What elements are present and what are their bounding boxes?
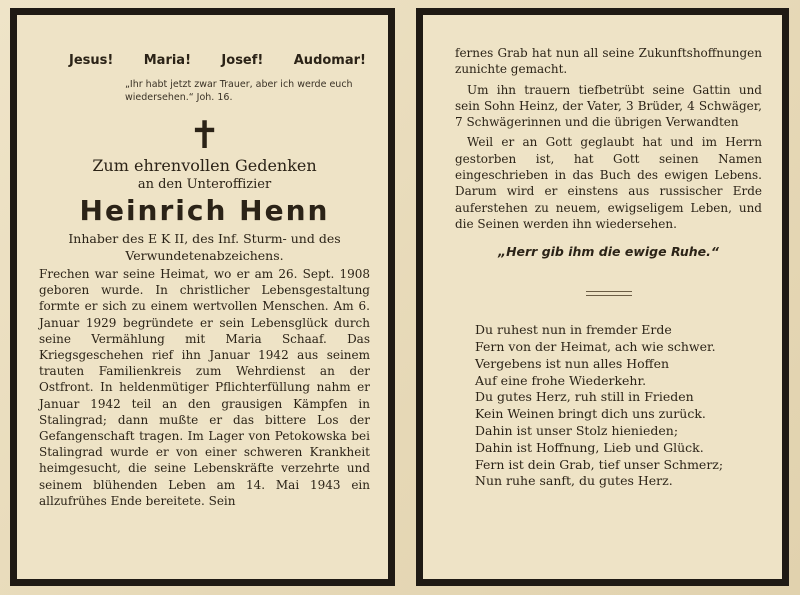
poem <box>455 322 762 490</box>
prayer-line: „Herr gib ihm die ewige Ruhe.“ <box>498 244 719 260</box>
decorations-text: Inhaber des E K II, des Inf. Sturm- und des Verwundetenabzeichens. <box>68 231 341 263</box>
invocation-maria: Maria! <box>143 53 192 68</box>
invocation-josef: Josef! <box>221 53 264 68</box>
rank-line: an den Unteroffizier <box>137 177 272 192</box>
divider <box>586 291 632 296</box>
faith-paragraph: Weil er an Gott geglaubt hat und im Herrn gestorben ist, hat Gott seinen Namen eingeschrieben in das Buch des ewigen Lebens. Darum wird er einstens aus russischer Erde auferstehen zu neuem, ewigseligem Leben, und die Seinen werden ihn wiedersehen. <box>455 135 762 231</box>
right-panel <box>416 8 789 586</box>
bible-quote: „Ihr habt jetzt zwar Trauer, aber ich werde euch wiedersehen.“ Joh. 16. <box>125 79 353 103</box>
poem-line: Du gutes Herz, ruh still in Frieden <box>475 389 694 405</box>
poem-line: Nun ruhe sanft, du gutes Herz. <box>475 473 673 489</box>
poem-line: Kein Weinen bringt dich uns zurück. <box>475 406 706 422</box>
deceased-name: Heinrich Henn <box>79 194 330 227</box>
biography-text: Frechen war seine Heimat, wo er am 26. Sept. 1908 geboren wurde. In christlicher Lebensgestaltung formte er sich zu einem wertvollen Menschen. Am 6. Januar 1929 begründete er sein Lebensglück durch seine Vermählung mit Maria Schaaf. Das Kriegsgeschehen rief ihn Januar 1942 aus seinem trauten Familienkreis zum Wehrdienst an der Ostfront. In heldenmütiger Pflichterfüllung nahm er Januar 1942 teil an den grausigen Kämpfen in Stalingrad; dann mußte er das bittere Los der Gefangenschaft tragen. Im Lager von Petokowska bei Stalingrad wurde er von einer schweren Krankheit heimgesucht, die seine Lebenskräfte verzehrte und seinem blühenden Leben am 14. Mai 1943 ein allzufrühes Ende bereitete. Sein <box>39 267 370 508</box>
poem-line: Fern ist dein Grab, tief unser Schmerz; <box>475 456 724 472</box>
right-body <box>455 45 762 232</box>
poem-line: Dahin ist Hoffnung, Lieb und Glück. <box>475 439 704 455</box>
poem-line: Vergebens ist nun alles Hoffen <box>475 355 670 371</box>
poem-line: Dahin ist unser Stolz hienieden; <box>475 423 679 439</box>
grave-paragraph: fernes Grab hat nun all seine Zukunftshoffnungen zunichte gemacht. <box>455 46 762 77</box>
left-panel <box>10 8 395 586</box>
invocation <box>39 53 370 68</box>
cross-icon: ✝ <box>188 113 221 157</box>
poem-line: Du ruhest nun in fremder Erde <box>475 322 672 338</box>
memorial-heading: Zum ehrenvollen Gedenken <box>92 156 317 175</box>
invocation-audomar: Audomar! <box>293 53 366 68</box>
mourners-paragraph: Um ihn trauern tiefbetrübt seine Gattin und sein Sohn Heinz, der Vater, 3 Brüder, 4 Schwäger, 7 Schwägerinnen und die übrigen Verwandten <box>455 82 762 130</box>
poem-line: Fern von der Heimat, ach wie schwer. <box>475 339 716 355</box>
invocation-jesus: Jesus! <box>69 53 114 68</box>
poem-line: Auf eine frohe Wiederkehr. <box>475 372 647 388</box>
